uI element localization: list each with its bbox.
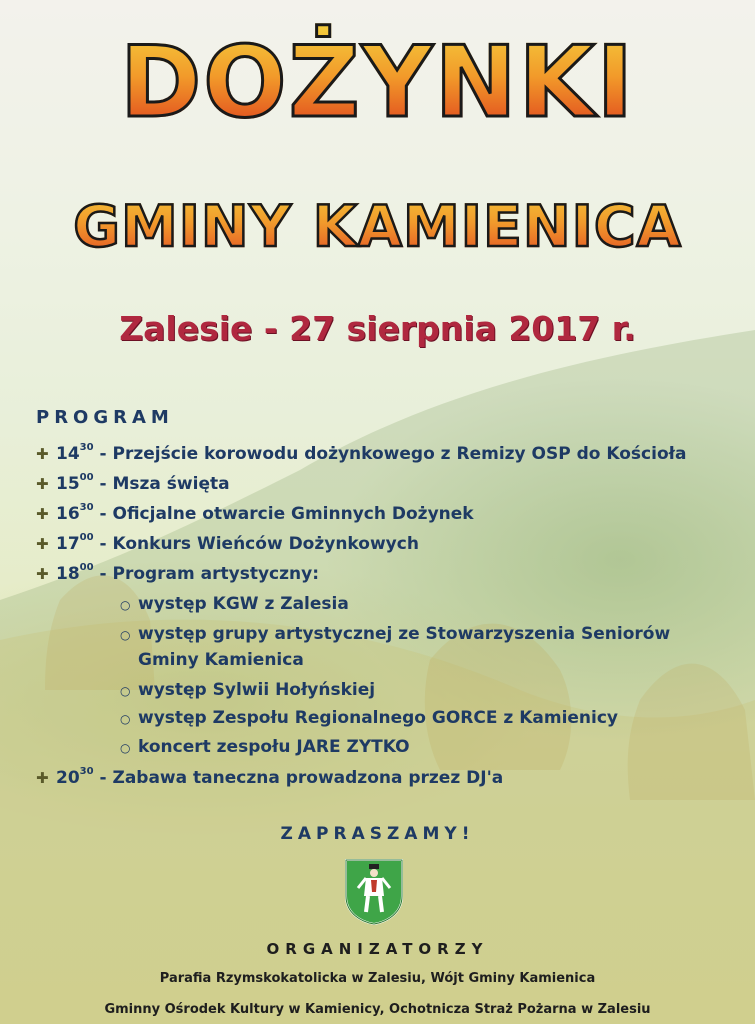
program-item: ✚ $16^{30}$ - Oficjalne otwarcie Gminnych Dożynek xyxy=(36,502,474,524)
organizers-heading: ORGANIZATORZY xyxy=(266,940,489,958)
organizers-line: Gminny Ośrodek Kultury w Kamienicy, Ochotnicza Straż Pożarna w Zalesiu xyxy=(104,1002,651,1017)
sub-item: ○ występ KGW z Zalesia xyxy=(120,590,349,619)
sub-item: ○ koncert zespołu JARE ZYTKO xyxy=(120,733,410,762)
circle-bullet-icon: ○ xyxy=(120,628,131,642)
circle-bullet-icon: ○ xyxy=(120,712,131,726)
bullet-arrow-icon: ✚ xyxy=(36,769,49,787)
sub-item: ○ występ grupy artystycznej ze Stowarzyszenia Seniorów xyxy=(120,620,670,649)
poster-subtitle: GMINY KAMIENICA xyxy=(0,182,755,272)
sub-item: ○ występ Zespołu Regionalnego GORCE z Kamienicy xyxy=(120,704,618,733)
circle-bullet-icon: ○ xyxy=(120,684,131,698)
bullet-arrow-icon: ✚ xyxy=(36,535,49,553)
event-date: Zalesie - 27 sierpnia 2017 r. xyxy=(119,309,636,348)
program-item: ✚ $17^{00}$ - Konkurs Wieńców Dożynkowych xyxy=(36,532,419,554)
bullet-arrow-icon: ✚ xyxy=(36,505,49,523)
bullet-arrow-icon: ✚ xyxy=(36,565,49,583)
program-item: ✚ $14^{30}$ - Przejście korowodu dożynkowego z Remizy OSP do Kościoła xyxy=(36,442,687,464)
bullet-arrow-icon: ✚ xyxy=(36,445,49,463)
organizers-line: Parafia Rzymskokatolicka w Zalesiu, Wójt Gminy Kamienica xyxy=(159,971,596,986)
program-item: ✚ $15^{00}$ - Msza święta xyxy=(36,472,230,494)
municipality-crest-icon xyxy=(342,856,406,926)
bullet-arrow-icon: ✚ xyxy=(36,475,49,493)
program-item: ✚ $20^{30}$ - Zabawa taneczna prowadzona przez DJ'a xyxy=(36,766,504,788)
circle-bullet-icon: ○ xyxy=(120,598,131,612)
sub-item-continuation: Gminy Kamienica xyxy=(138,650,304,670)
poster-title: DOŻYNKI xyxy=(0,18,755,148)
circle-bullet-icon: ○ xyxy=(120,741,131,755)
sub-item: ○ występ Sylwii Hołyńskiej xyxy=(120,676,375,705)
program-item: ✚ $18^{00}$ - Program artystyczny: xyxy=(36,562,320,584)
program-heading: PROGRAM xyxy=(36,407,174,428)
invite-text: ZAPRASZAMY! xyxy=(280,824,475,844)
